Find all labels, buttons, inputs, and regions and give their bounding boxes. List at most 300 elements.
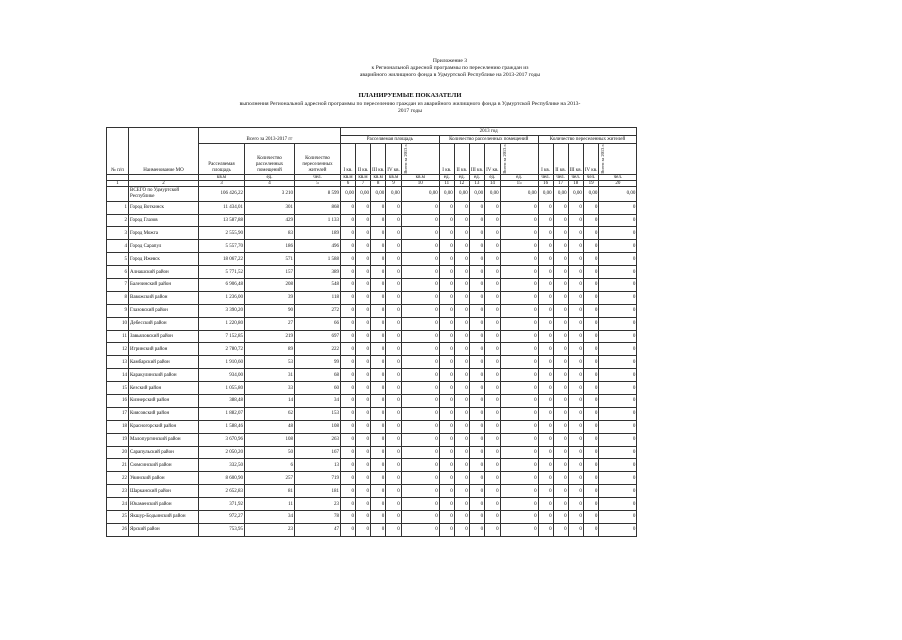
column-number-cell: 19: [583, 180, 598, 186]
row-value: 0: [401, 201, 439, 214]
row-value: 0: [583, 253, 598, 266]
appendix-line: Приложение 3: [432, 58, 468, 64]
row-value: 0: [439, 304, 454, 317]
row-value: 0: [553, 433, 568, 446]
row-value: 0: [568, 266, 583, 279]
row-value: 0: [454, 240, 469, 253]
table-row: [107, 291, 637, 304]
row-value: 0: [341, 433, 356, 446]
row-value: 0: [469, 446, 484, 459]
row-value: 0: [599, 395, 637, 408]
row-value: 0: [538, 279, 553, 292]
row-residents: 548: [295, 279, 341, 292]
row-residents: 66: [295, 317, 341, 330]
table-row: [107, 201, 637, 214]
row-value: 0: [341, 201, 356, 214]
total-row: [107, 186, 637, 201]
unit-cell: чел.: [295, 174, 341, 180]
row-value: 0: [583, 382, 598, 395]
unit-cell: кв.м: [386, 174, 401, 180]
column-number-cell: 11: [439, 180, 454, 186]
row-value: 0: [371, 266, 386, 279]
row-value: 0: [599, 446, 637, 459]
row-value: 0: [401, 291, 439, 304]
row-value: 0: [568, 369, 583, 382]
row-area: 1 882,07: [199, 407, 245, 420]
row-residents: 60: [295, 382, 341, 395]
row-value: 0: [568, 279, 583, 292]
appendix-line: к Региональной адресной программы по переселению граждан из: [371, 65, 529, 72]
row-value: 0: [500, 498, 538, 511]
row-value: 0: [599, 472, 637, 485]
row-value: 0: [538, 317, 553, 330]
table-row: [107, 279, 637, 292]
row-value: 0: [386, 511, 401, 524]
table-row: [107, 356, 637, 369]
row-value: 0: [371, 330, 386, 343]
row-value: 0: [469, 266, 484, 279]
row-value: 0: [401, 433, 439, 446]
row-value: 0: [401, 446, 439, 459]
row-value: 0: [439, 382, 454, 395]
row-value: 0: [341, 291, 356, 304]
row-number: 9: [107, 304, 129, 317]
row-value: 0: [568, 472, 583, 485]
row-value: 0: [356, 485, 371, 498]
row-area: 2 652,83: [199, 485, 245, 498]
row-value: 0: [341, 395, 356, 408]
row-value: 0: [599, 407, 637, 420]
row-value: 0: [371, 498, 386, 511]
col-total-header: Всего за 2013-2017 гг: [199, 128, 341, 144]
row-name: Кезский район: [129, 382, 199, 395]
document-title: ПЛАНИРУЕМЫЕ ПОКАЗАТЕЛИ: [358, 92, 462, 99]
row-value: 0: [356, 446, 371, 459]
col-total-year-label: Всего за 2013 г.: [501, 144, 507, 174]
row-value: 0: [485, 523, 500, 536]
row-value: 0: [401, 472, 439, 485]
row-value: 0: [356, 498, 371, 511]
row-premises: 62: [245, 407, 295, 420]
row-value: 0: [439, 420, 454, 433]
row-value: 0: [485, 459, 500, 472]
table-row: [107, 472, 637, 485]
row-value: 0,00: [568, 186, 583, 201]
row-residents: 1 588: [295, 253, 341, 266]
row-value: 0: [356, 407, 371, 420]
row-value: 0: [583, 330, 598, 343]
row-value: 0: [439, 433, 454, 446]
row-value: 0: [553, 420, 568, 433]
row-value: 0: [386, 498, 401, 511]
row-premises: 81: [245, 485, 295, 498]
row-value: 0: [454, 369, 469, 382]
row-value: 0: [386, 523, 401, 536]
unit-cell: чел.: [568, 174, 583, 180]
row-value: 0: [356, 304, 371, 317]
row-number: 22: [107, 472, 129, 485]
row-name: ВСЕГО по Удмуртской Республике: [129, 186, 199, 201]
column-number-cell: 13: [469, 180, 484, 186]
column-number-cell: 10: [401, 180, 439, 186]
row-value: 0: [356, 291, 371, 304]
row-value: 0: [469, 343, 484, 356]
row-value: 0: [356, 214, 371, 227]
row-value: 0: [583, 291, 598, 304]
row-area: 753,95: [199, 523, 245, 536]
row-number: 12: [107, 343, 129, 356]
row-value: 0: [538, 201, 553, 214]
row-value: 0: [401, 266, 439, 279]
row-value: 0: [599, 343, 637, 356]
column-number-cell: 17: [553, 180, 568, 186]
row-value: 0: [538, 485, 553, 498]
row-value: 0: [485, 446, 500, 459]
row-value: 0: [439, 279, 454, 292]
row-value: 0: [469, 356, 484, 369]
table-row: [107, 395, 637, 408]
row-value: 0: [469, 214, 484, 227]
row-value: 0: [454, 343, 469, 356]
unit-cell: кв.м: [356, 174, 371, 180]
row-residents: 272: [295, 304, 341, 317]
row-value: 0: [485, 330, 500, 343]
row-value: 0: [386, 240, 401, 253]
row-value: 0: [386, 317, 401, 330]
row-value: 0: [538, 330, 553, 343]
row-premises: 429: [245, 214, 295, 227]
row-area: 7 152,85: [199, 330, 245, 343]
row-value: 0: [371, 214, 386, 227]
row-value: 0: [538, 459, 553, 472]
table-row: [107, 369, 637, 382]
row-number: 6: [107, 266, 129, 279]
row-value: 0: [356, 511, 371, 524]
col-q3: III кв.: [568, 144, 583, 175]
row-value: 0: [439, 266, 454, 279]
col-total-year: [599, 144, 637, 175]
row-value: 0: [356, 279, 371, 292]
row-residents: 153: [295, 407, 341, 420]
row-value: 0: [553, 266, 568, 279]
row-value: 0: [500, 420, 538, 433]
row-value: 0: [469, 523, 484, 536]
row-value: 0: [538, 214, 553, 227]
row-value: 0,00: [341, 186, 356, 201]
row-value: 0: [371, 511, 386, 524]
row-value: 0: [500, 356, 538, 369]
row-premises: 571: [245, 253, 295, 266]
row-value: 0: [568, 485, 583, 498]
row-number: 24: [107, 498, 129, 511]
row-value: 0: [371, 201, 386, 214]
row-value: 0: [401, 304, 439, 317]
row-value: 0: [401, 227, 439, 240]
row-value: 0: [599, 330, 637, 343]
table-row: [107, 420, 637, 433]
row-value: 0: [538, 253, 553, 266]
row-value: 0: [469, 382, 484, 395]
col-q4: IV кв.: [583, 144, 598, 175]
row-value: 0: [341, 214, 356, 227]
row-value: 0: [538, 304, 553, 317]
row-residents: 1 133: [295, 214, 341, 227]
row-value: 0: [568, 407, 583, 420]
row-premises: 53: [245, 356, 295, 369]
row-value: 0: [599, 356, 637, 369]
table-row: [107, 304, 637, 317]
row-residents: 697: [295, 330, 341, 343]
row-value: 0: [454, 433, 469, 446]
row-number: 5: [107, 253, 129, 266]
row-value: 0: [371, 240, 386, 253]
row-value: 0: [469, 201, 484, 214]
row-value: 0: [356, 317, 371, 330]
row-value: 0: [500, 343, 538, 356]
row-value: 0: [386, 446, 401, 459]
row-value: 0: [469, 459, 484, 472]
row-residents: 118: [295, 291, 341, 304]
row-value: 0: [356, 253, 371, 266]
row-value: 0: [485, 420, 500, 433]
table-row: [107, 511, 637, 524]
row-value: 0: [341, 498, 356, 511]
row-value: 0: [500, 472, 538, 485]
table-body: [107, 186, 637, 536]
row-area: 371,92: [199, 498, 245, 511]
row-value: 0: [386, 279, 401, 292]
row-value: 0: [439, 343, 454, 356]
row-residents: 68: [295, 369, 341, 382]
row-value: 0: [583, 407, 598, 420]
row-premises: 39: [245, 291, 295, 304]
table-row: [107, 523, 637, 536]
row-value: 0: [553, 459, 568, 472]
row-value: 0: [599, 304, 637, 317]
row-value: 0: [538, 511, 553, 524]
row-premises: 301: [245, 201, 295, 214]
row-value: 0: [553, 446, 568, 459]
row-value: 0: [568, 201, 583, 214]
row-value: 0: [568, 446, 583, 459]
subtitle-line: 2017 годы: [398, 108, 422, 115]
row-number: 20: [107, 446, 129, 459]
column-number-cell: 2: [129, 180, 199, 186]
unit-cell: чел.: [599, 174, 637, 180]
row-value: 0: [485, 214, 500, 227]
row-value: 0: [599, 317, 637, 330]
row-value: 0: [469, 253, 484, 266]
row-value: 0: [341, 485, 356, 498]
row-value: 0: [386, 459, 401, 472]
row-value: 0: [469, 291, 484, 304]
row-value: 0: [356, 330, 371, 343]
row-value: 0: [500, 240, 538, 253]
row-number: 10: [107, 317, 129, 330]
row-value: 0: [485, 291, 500, 304]
col-premises: Количество расселенных помещений: [245, 144, 295, 175]
row-value: 0: [500, 382, 538, 395]
row-value: 0,00: [469, 186, 484, 201]
row-value: 0: [485, 472, 500, 485]
row-premises: 48: [245, 420, 295, 433]
row-area: 5 557,70: [199, 240, 245, 253]
row-value: 0: [469, 304, 484, 317]
row-value: 0: [553, 279, 568, 292]
row-value: 0: [386, 395, 401, 408]
row-value: 0: [599, 266, 637, 279]
row-value: 0: [356, 382, 371, 395]
row-name: Кизнерский район: [129, 395, 199, 408]
row-value: 0: [538, 395, 553, 408]
row-value: 0: [401, 382, 439, 395]
row-number: 15: [107, 382, 129, 395]
row-value: 0: [439, 330, 454, 343]
row-value: 0: [371, 343, 386, 356]
row-value: 0: [583, 266, 598, 279]
row-value: 0: [583, 433, 598, 446]
row-value: 0: [485, 382, 500, 395]
column-number-cell: 5: [295, 180, 341, 186]
row-residents: 47: [295, 523, 341, 536]
row-value: 0: [469, 227, 484, 240]
row-value: 0: [341, 330, 356, 343]
row-number: 17: [107, 407, 129, 420]
row-value: 0: [401, 459, 439, 472]
row-value: 0: [356, 266, 371, 279]
row-value: 0: [439, 356, 454, 369]
row-value: 0: [500, 446, 538, 459]
row-value: 0: [401, 523, 439, 536]
row-value: 0: [485, 304, 500, 317]
row-value: 0: [401, 317, 439, 330]
subtitle-line: выполнения Региональной адресной программы по переселению граждан из аварийного жилищного фонда в Удмуртской Республике на 2013-: [239, 101, 581, 107]
row-value: 0,00: [500, 186, 538, 201]
row-value: 0: [454, 356, 469, 369]
row-name: Город Глазов: [129, 214, 199, 227]
row-value: 0,00: [454, 186, 469, 201]
row-premises: 257: [245, 472, 295, 485]
row-area: 1 910,60: [199, 356, 245, 369]
appendix-header: [300, 58, 600, 80]
row-value: 0: [356, 433, 371, 446]
row-value: 0: [583, 485, 598, 498]
row-value: 0: [538, 433, 553, 446]
row-value: 0: [538, 240, 553, 253]
document-subtitle: [130, 101, 690, 115]
row-value: 0: [401, 279, 439, 292]
row-value: 0: [553, 395, 568, 408]
row-premises: 208: [245, 279, 295, 292]
row-value: 0: [341, 369, 356, 382]
row-value: 0: [469, 485, 484, 498]
row-value: 0,00: [371, 186, 386, 201]
row-value: 0: [341, 266, 356, 279]
row-value: 0: [553, 369, 568, 382]
row-value: 0: [439, 214, 454, 227]
row-value: 0: [500, 407, 538, 420]
table-row: [107, 485, 637, 498]
row-value: 0: [386, 472, 401, 485]
table-row: [107, 498, 637, 511]
row-value: 0: [583, 511, 598, 524]
row-value: 0: [553, 472, 568, 485]
row-value: 0: [485, 356, 500, 369]
row-value: 0: [439, 446, 454, 459]
row-value: 0: [500, 511, 538, 524]
col-total-year: [500, 144, 538, 175]
col-year-header: 2013 год: [341, 128, 637, 136]
row-value: 0: [371, 304, 386, 317]
row-value: 0: [371, 395, 386, 408]
row-value: 0: [583, 317, 598, 330]
row-value: 0: [386, 485, 401, 498]
row-value: 0: [568, 214, 583, 227]
row-value: 0: [485, 266, 500, 279]
row-value: 0,00: [599, 186, 637, 201]
row-area: 2 555,90: [199, 227, 245, 240]
row-value: 0: [401, 407, 439, 420]
row-value: 0: [401, 343, 439, 356]
col-q2: II кв.: [454, 144, 469, 175]
row-area: 106 426,22: [199, 186, 245, 201]
row-name: Завьяловский район: [129, 330, 199, 343]
row-value: 0: [469, 420, 484, 433]
row-premises: 23: [245, 523, 295, 536]
row-value: 0: [485, 253, 500, 266]
row-residents: 23: [295, 498, 341, 511]
row-value: 0: [341, 472, 356, 485]
row-value: 0: [485, 433, 500, 446]
row-number: 8: [107, 291, 129, 304]
row-value: 0: [553, 498, 568, 511]
row-value: 0: [341, 407, 356, 420]
row-value: 0: [599, 511, 637, 524]
row-name: Сарапульский район: [129, 446, 199, 459]
row-value: 0: [454, 279, 469, 292]
row-value: 0: [356, 356, 371, 369]
col-total-year-label: Всего за 2013 г.: [402, 144, 408, 174]
row-value: 0: [583, 304, 598, 317]
row-value: 0: [439, 317, 454, 330]
row-value: 0: [599, 420, 637, 433]
row-number: 14: [107, 369, 129, 382]
row-name: Сюмсинский район: [129, 459, 199, 472]
row-value: 0: [568, 253, 583, 266]
table-row: [107, 459, 637, 472]
row-residents: 868: [295, 201, 341, 214]
row-value: 0,00: [485, 186, 500, 201]
row-value: 0: [386, 201, 401, 214]
row-value: 0: [386, 304, 401, 317]
unit-cell: кв.м: [341, 174, 356, 180]
row-value: 0: [356, 395, 371, 408]
row-value: 0: [469, 317, 484, 330]
row-value: 0: [568, 227, 583, 240]
row-value: 0: [485, 227, 500, 240]
row-value: 0: [485, 317, 500, 330]
row-value: 0: [568, 330, 583, 343]
row-value: 0: [469, 433, 484, 446]
row-value: 0,00: [401, 186, 439, 201]
row-value: 0: [568, 317, 583, 330]
row-value: 0: [583, 201, 598, 214]
column-number-cell: 6: [341, 180, 356, 186]
row-value: 0: [553, 485, 568, 498]
row-value: 0: [599, 240, 637, 253]
row-value: 0: [439, 369, 454, 382]
row-value: 0: [401, 369, 439, 382]
